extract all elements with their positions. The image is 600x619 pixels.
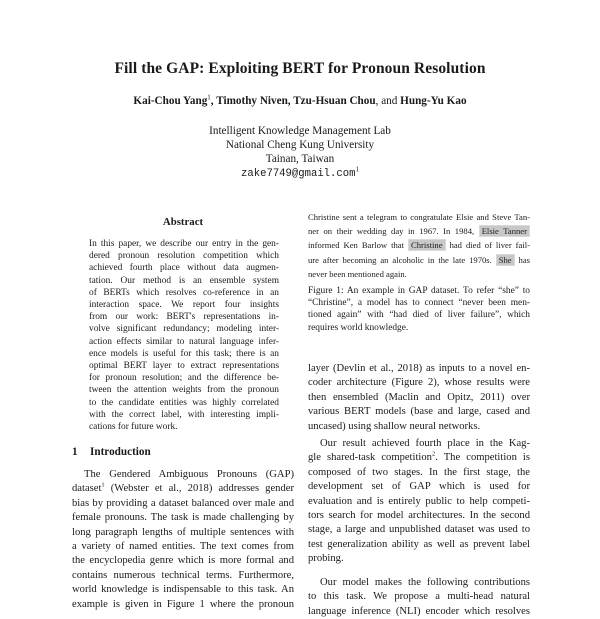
body-line: various BERT models (base and large, cased and (308, 406, 530, 418)
intro-line: a variety of named entities. The text comes from (72, 541, 294, 553)
abstract-line: tween the attention weights from the pronoun (89, 385, 279, 396)
abstract-line: achieved fourth place without data augmen- (89, 263, 279, 274)
right-paragraph-2 (308, 437, 530, 567)
body-line: test generalization ability as well as prevent label (308, 538, 530, 550)
abstract-line: interaction space. We report four insights (89, 300, 279, 311)
abstract-line: with the correct label, with interesting impli- (89, 409, 279, 420)
author-list (0, 95, 600, 107)
example-text: ure after becoming an alcoholic in the late 1970s. (308, 254, 492, 265)
caption-line: “Christine”, a model has to connect “never been men- (308, 298, 530, 309)
intro-dataset-word: dataset (72, 483, 102, 495)
abstract-line: from our work: BERT's representations in- (89, 312, 279, 323)
affiliation-block (0, 124, 600, 181)
footnote-marker: 1 (101, 481, 105, 489)
intro-line: example is given in Figure 1 where the pronoun (72, 598, 294, 610)
section-title: Introduction (90, 446, 151, 458)
introduction-body (72, 468, 294, 612)
abstract-heading: Abstract (162, 216, 204, 228)
abstract-line: of BERTs which resolves co-reference in an (89, 287, 279, 298)
abstract-line: to the candidate entities was highly correlated (89, 397, 279, 408)
example-line: Christine sent a telegram to congratulate Elsie and Steve Tan- (308, 212, 530, 222)
intro-line (72, 482, 294, 496)
section-number: 1 (72, 446, 78, 458)
body-line: Our result achieved fourth place in the Kag- (320, 438, 530, 449)
caption-line: Figure 1: An example in GAP dataset. To refer “she” to (308, 286, 530, 296)
email-superscript: 1 (355, 165, 359, 174)
intro-line: female pronouns. The task is made challenging by (72, 512, 294, 524)
body-line: uncased) using shallow neural networks. (308, 420, 481, 432)
author-email[interactable]: zake7749@gmail.com (241, 168, 356, 180)
example-line: never been mentioned again. (308, 268, 407, 279)
body-text: . The competition is (435, 452, 530, 464)
affiliation-lab: Intelligent Knowledge Management Lab (209, 125, 391, 137)
body-line: coder architecture (Figure 2), whose results were (308, 377, 530, 389)
intro-line: bias by providing a dataset balanced over male and (72, 497, 294, 509)
abstract-line: ence models is useful for this task; there is an (89, 348, 279, 359)
body-line (308, 451, 530, 465)
body-line: then ensembled (Maclin and Opitz, 2011) over (308, 391, 530, 403)
example-text: had died of liver fail- (449, 240, 530, 251)
intro-line: The Gendered Ambiguous Pronouns (GAP) (84, 469, 294, 480)
intro-line: world knowledge is indispensable to this task. An (72, 584, 294, 596)
example-text: ner on their wedding day in 1967. In 1984, (308, 226, 475, 237)
pronoun-highlight-she: She (496, 254, 515, 266)
author-separator: , and (375, 95, 401, 107)
abstract-line: cations for future work. (89, 422, 178, 433)
example-text: has (518, 254, 530, 265)
figure-1-caption (308, 285, 530, 334)
right-paragraph-1 (308, 362, 530, 434)
example-text: informed Ken Barlow that (308, 240, 405, 251)
paper-title: Fill the GAP: Exploiting BERT for Pronoun Resolution (114, 60, 486, 77)
author-4: Hung-Yu Kao (400, 95, 467, 107)
abstract-line: for pronoun resolution; and the difference be- (89, 373, 279, 384)
author-3: Tzu-Hsuan Chou (293, 95, 376, 107)
body-line: stage, a large and unpublished dataset was used to (308, 524, 530, 536)
author-1: Kai-Chou Yang (133, 95, 208, 107)
intro-line: long paragraph lengths of multiple sentences with (72, 526, 294, 538)
affiliation-university: National Cheng Kung University (225, 139, 375, 151)
intro-line: the encyclopedia genre which is more formal and (72, 555, 294, 567)
author-separator: , (210, 95, 217, 107)
caption-line: tioned again” with “had died of liver failure”, which (308, 310, 530, 321)
example-line (308, 224, 530, 238)
author-1-superscript: 1 (207, 93, 211, 102)
example-line (308, 238, 530, 252)
figure-1-example (308, 210, 530, 281)
intro-line: contains numerous technical terms. Furthermore, (72, 569, 294, 581)
abstract-line: In this paper, we describe our entry in the gen- (89, 239, 279, 249)
affiliation-location: Tainan, Taiwan (265, 153, 335, 165)
right-paragraph-3 (308, 576, 530, 619)
entity-highlight-elsie: Elsie Tanner (479, 225, 530, 237)
abstract-line: dered pronoun resolution competition which (89, 251, 279, 262)
body-line: development set of GAP which is used for (308, 481, 530, 493)
body-line: layer (Devlin et al., 2018) as inputs to a novel en- (308, 363, 530, 374)
body-text: gle shared-task competition (308, 452, 432, 464)
entity-highlight-christine: Christine (408, 239, 446, 251)
abstract-body (89, 238, 279, 433)
body-line: Our model makes the following contributions (320, 577, 530, 588)
body-line: probing. (308, 553, 344, 565)
author-separator: , (287, 95, 294, 107)
body-line: evaluation and is entirely public to help competi- (308, 495, 530, 507)
body-line: tors search for model architectures. In the second (308, 510, 530, 522)
abstract-line: optimal BERT layer to extract representations (89, 361, 279, 372)
footnote-marker: 2 (431, 450, 436, 458)
body-line: composed of two stages. In the first stage, the (308, 466, 530, 478)
abstract-line: volve significant redundancy; modeling inter- (89, 324, 279, 335)
body-line: to this task. We propose a multi-head natural (308, 591, 530, 603)
affiliation-email-line (0, 166, 600, 181)
example-line (308, 253, 530, 267)
author-2: Timothy Niven (216, 95, 288, 107)
caption-line: requires world knowledge. (308, 322, 409, 333)
intro-line-rest: (Webster et al., 2018) addresses gender (110, 483, 294, 495)
abstract-line: tation. Our method is an ensemble system (89, 275, 279, 286)
section-heading-introduction (72, 446, 151, 458)
body-line: language inference (NLI) encoder which resolves (308, 605, 530, 617)
abstract-line: action effects similar to natural language infer- (89, 336, 279, 347)
